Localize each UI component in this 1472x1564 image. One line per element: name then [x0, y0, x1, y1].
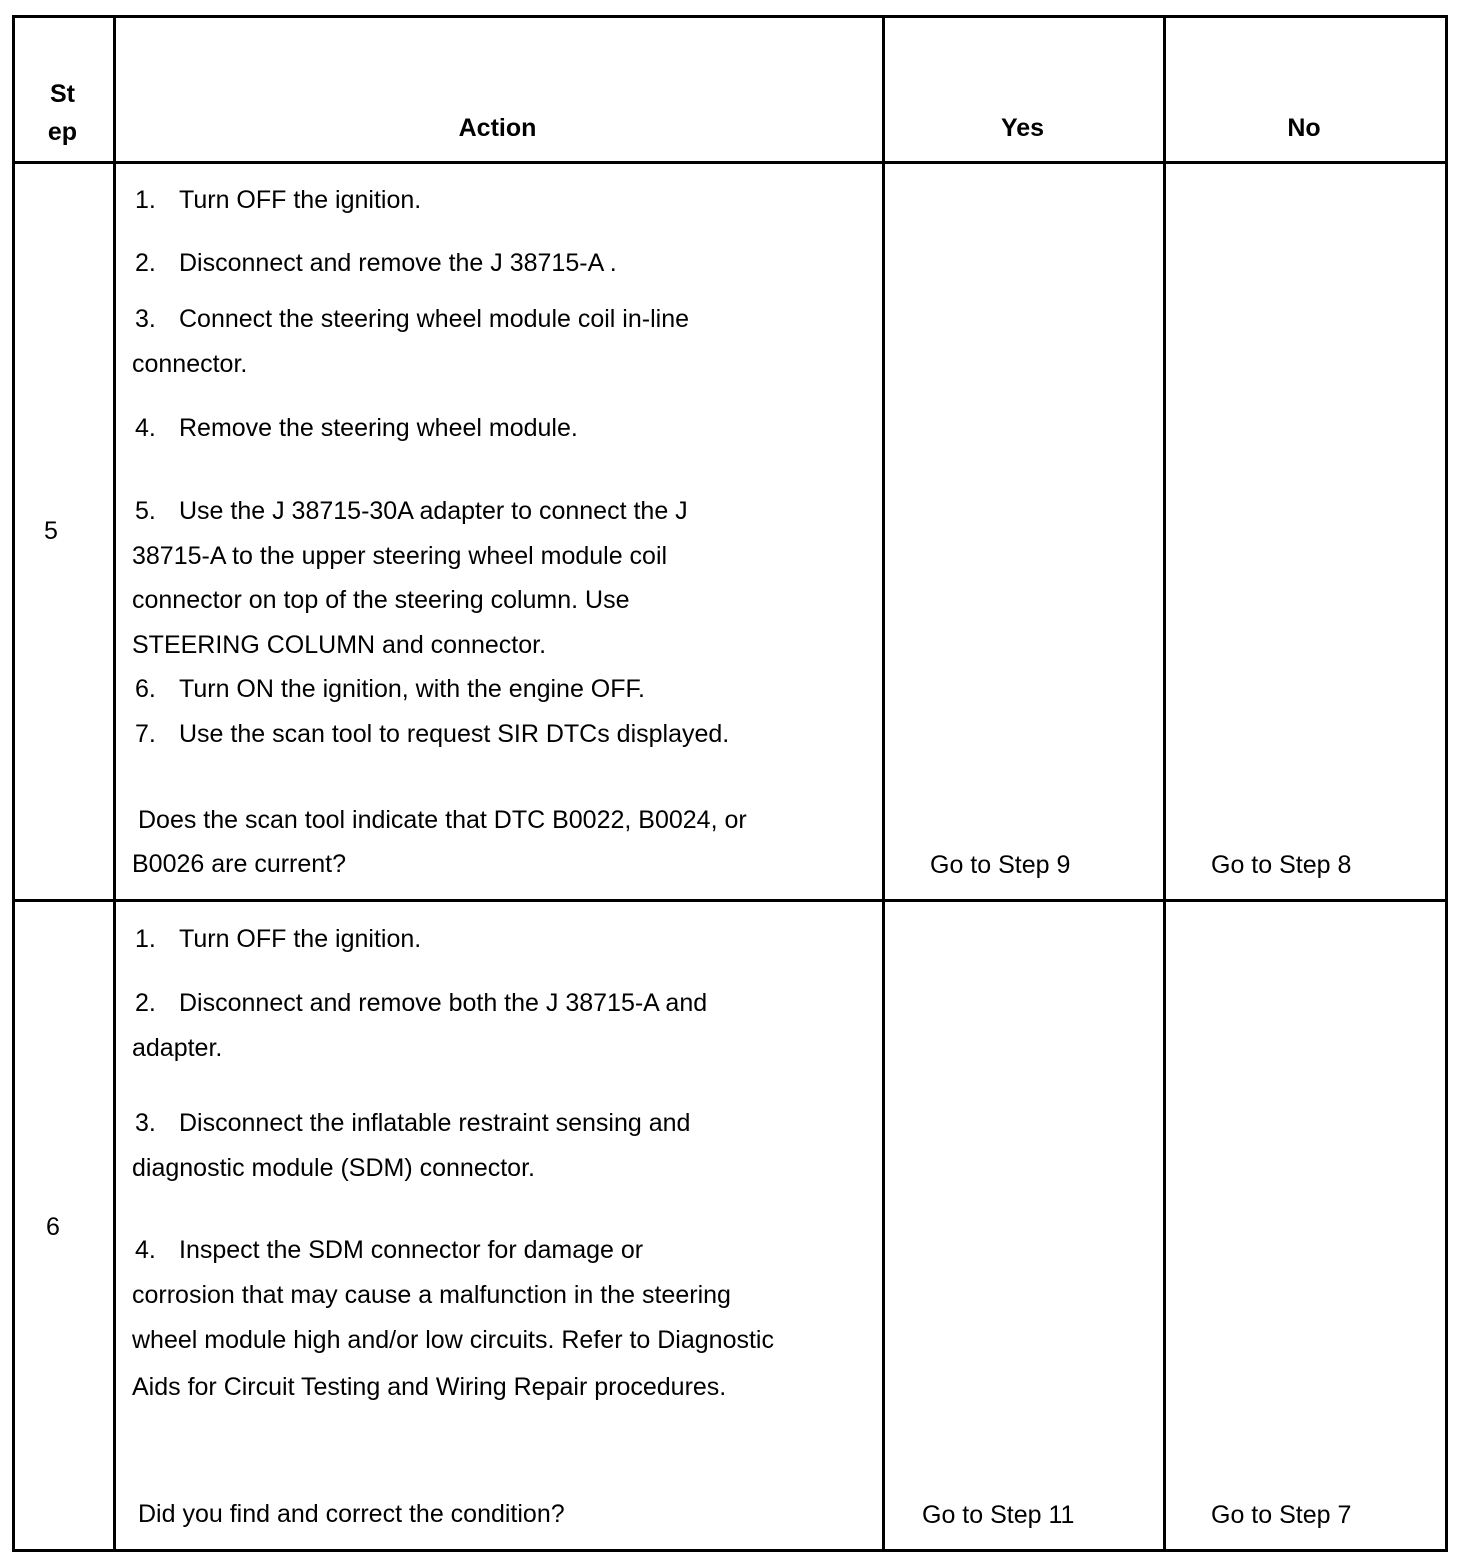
action-item	[132, 924, 421, 954]
item-text: Turn ON the ignition, with the engine OFF.	[179, 675, 645, 703]
item-number: 3.	[135, 305, 156, 333]
item-text: Inspect the SDM connector for damage or	[179, 1236, 644, 1264]
action-item	[132, 674, 645, 704]
action-item	[132, 496, 688, 526]
item-text: Disconnect and remove both the J 38715-A and	[179, 989, 708, 1017]
yes-result: Go to Step 9	[930, 851, 1071, 879]
header-divider	[12, 161, 1448, 164]
no-result: Go to Step 7	[1211, 1501, 1352, 1529]
question-text: Did you find and correct the condition?	[138, 1500, 565, 1528]
diagnostic-table	[12, 15, 1448, 1552]
step-number: 6	[46, 1213, 60, 1241]
action-item	[132, 988, 707, 1018]
header-step-line2: ep	[47, 118, 78, 146]
item-number: 4.	[135, 1236, 156, 1264]
action-item	[132, 248, 617, 278]
table-border-bottom	[12, 1549, 1448, 1552]
action-item	[132, 413, 578, 443]
item-number: 5.	[135, 497, 156, 525]
action-item	[132, 1235, 643, 1265]
item-text: Turn OFF the ignition.	[179, 186, 422, 214]
question-text: Does the scan tool indicate that DTC B0022, B0024, or	[138, 806, 747, 834]
item-number: 6.	[135, 675, 156, 703]
item-continuation: STEERING COLUMN and connector.	[132, 631, 547, 659]
column-divider	[882, 15, 885, 1552]
item-number: 2.	[135, 249, 156, 277]
item-number: 4.	[135, 414, 156, 442]
item-text: Turn OFF the ignition.	[179, 925, 422, 953]
header-no: No	[1287, 114, 1321, 142]
action-item	[132, 304, 689, 334]
item-continuation: diagnostic module (SDM) connector.	[132, 1154, 535, 1182]
item-number: 1.	[135, 925, 156, 953]
column-divider	[113, 15, 116, 1552]
item-continuation: connector.	[132, 350, 248, 378]
item-continuation: 38715-A to the upper steering wheel module coil	[132, 542, 668, 570]
yes-result: Go to Step 11	[922, 1501, 1075, 1529]
table-border-left	[12, 15, 15, 1552]
item-number: 1.	[135, 186, 156, 214]
item-number: 3.	[135, 1109, 156, 1137]
header-action: Action	[458, 114, 537, 142]
item-continuation: corrosion that may cause a malfunction in the steering	[132, 1281, 731, 1309]
no-result: Go to Step 8	[1211, 851, 1352, 879]
item-text: Use the J 38715-30A adapter to connect the J	[179, 497, 688, 525]
question-text: B0026 are current?	[132, 850, 347, 878]
header-step	[12, 75, 113, 151]
action-item	[132, 719, 729, 749]
item-continuation: Aids for Circuit Testing and Wiring Repair procedures.	[132, 1373, 727, 1401]
column-divider	[1163, 15, 1166, 1552]
row-divider	[12, 899, 1448, 902]
action-item	[132, 1108, 690, 1138]
item-continuation: wheel module high and/or low circuits. Refer to Diagnostic	[132, 1326, 774, 1354]
table-border-top	[12, 15, 1448, 18]
item-text: Remove the steering wheel module.	[179, 414, 578, 442]
step-number: 5	[44, 517, 58, 545]
item-text: Connect the steering wheel module coil in-line	[179, 305, 690, 333]
item-continuation: adapter.	[132, 1034, 223, 1062]
item-text: Disconnect the inflatable restraint sensing and	[179, 1109, 691, 1137]
item-number: 7.	[135, 720, 156, 748]
item-number: 2.	[135, 989, 156, 1017]
action-item	[132, 185, 421, 215]
item-continuation: connector on top of the steering column. Use	[132, 586, 630, 614]
header-step-line1: St	[50, 80, 75, 108]
item-text: Disconnect and remove the J 38715-A .	[179, 249, 617, 277]
table-border-right	[1445, 15, 1448, 1552]
header-yes: Yes	[1000, 114, 1045, 142]
item-text: Use the scan tool to request SIR DTCs displayed.	[179, 720, 730, 748]
